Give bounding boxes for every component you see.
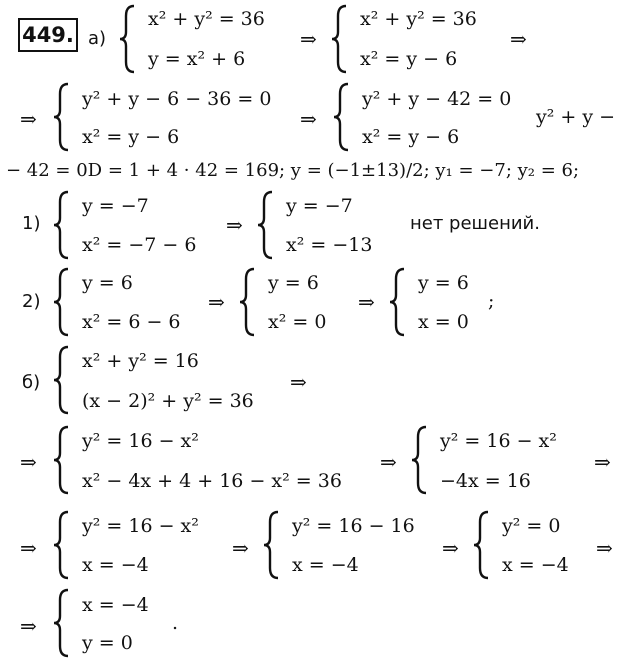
- brace: [52, 510, 72, 580]
- equation: y² = 16 − 16: [292, 515, 415, 537]
- case-2-label: 2): [22, 291, 41, 312]
- equation: x = −4: [82, 554, 149, 576]
- implies-arrow: ⇒: [20, 614, 37, 638]
- implies-arrow: ⇒: [20, 536, 37, 560]
- equation-tail: y² + y −: [536, 106, 616, 128]
- equation: y = 0: [82, 632, 133, 654]
- brace: [410, 425, 430, 495]
- implies-arrow: ⇒: [290, 370, 307, 394]
- part-b-label: б): [22, 372, 41, 393]
- no-solutions-note: нет решений.: [410, 213, 540, 234]
- equation: (x − 2)² + y² = 36: [82, 390, 254, 412]
- case-1-label: 1): [22, 213, 41, 234]
- part-a-label: а): [88, 28, 107, 49]
- equation: x = −4: [502, 554, 569, 576]
- equation: y² = 16 − x²: [82, 430, 199, 452]
- equation: y = −7: [82, 195, 149, 217]
- brace: [52, 345, 72, 415]
- implies-arrow: ⇒: [208, 290, 225, 314]
- equation: x = 0: [418, 311, 469, 333]
- brace: [330, 4, 350, 74]
- brace: [238, 267, 258, 337]
- implies-arrow: ⇒: [380, 450, 397, 474]
- implies-arrow: ⇒: [232, 536, 249, 560]
- equation: x² = y − 6: [360, 48, 458, 70]
- brace: [52, 425, 72, 495]
- equation: x = −4: [82, 594, 149, 616]
- brace: [472, 510, 492, 580]
- implies-arrow: ⇒: [510, 27, 527, 51]
- implies-arrow: ⇒: [20, 450, 37, 474]
- brace: [52, 82, 72, 152]
- discriminant-line: − 42 = 0D = 1 + 4 · 42 = 169; y = (−1±13)/2; y₁ = −7; y₂ = 6;: [6, 160, 580, 181]
- implies-arrow: ⇒: [300, 107, 317, 131]
- equation: x² + y² = 36: [148, 8, 265, 30]
- equation: y = −7: [286, 195, 353, 217]
- implies-arrow: ⇒: [442, 536, 459, 560]
- equation: x² = 6 − 6: [82, 311, 181, 333]
- implies-arrow: ⇒: [358, 290, 375, 314]
- equation: y = 6: [82, 272, 133, 294]
- equation: y = x² + 6: [148, 48, 246, 70]
- equation: x² = y − 6: [82, 126, 180, 148]
- equation: y² + y − 42 = 0: [362, 88, 512, 110]
- equation: x² = −7 − 6: [82, 234, 197, 256]
- equation: x² = y − 6: [362, 126, 460, 148]
- problem-number: 449.: [18, 18, 78, 52]
- punctuation: ;: [488, 290, 495, 312]
- equation: y² = 16 − x²: [440, 430, 557, 452]
- equation: x² + y² = 16: [82, 350, 199, 372]
- brace: [52, 267, 72, 337]
- brace: [118, 4, 138, 74]
- punctuation: .: [172, 612, 179, 634]
- brace: [262, 510, 282, 580]
- equation: x = −4: [292, 554, 359, 576]
- implies-arrow: ⇒: [226, 213, 243, 237]
- equation: y² + y − 6 − 36 = 0: [82, 88, 272, 110]
- implies-arrow: ⇒: [596, 536, 613, 560]
- equation: −4x = 16: [440, 470, 531, 492]
- equation: x² = −13: [286, 234, 373, 256]
- brace: [52, 588, 72, 658]
- brace: [256, 190, 276, 260]
- equation: y² = 16 − x²: [82, 515, 199, 537]
- implies-arrow: ⇒: [594, 450, 611, 474]
- equation: y = 6: [418, 272, 469, 294]
- implies-arrow: ⇒: [300, 27, 317, 51]
- equation: y = 6: [268, 272, 319, 294]
- equation: x² − 4x + 4 + 16 − x² = 36: [82, 470, 342, 492]
- equation: x² + y² = 36: [360, 8, 477, 30]
- equation: y² = 0: [502, 515, 561, 537]
- brace: [388, 267, 408, 337]
- brace: [332, 82, 352, 152]
- equation: x² = 0: [268, 311, 327, 333]
- brace: [52, 190, 72, 260]
- implies-arrow: ⇒: [20, 107, 37, 131]
